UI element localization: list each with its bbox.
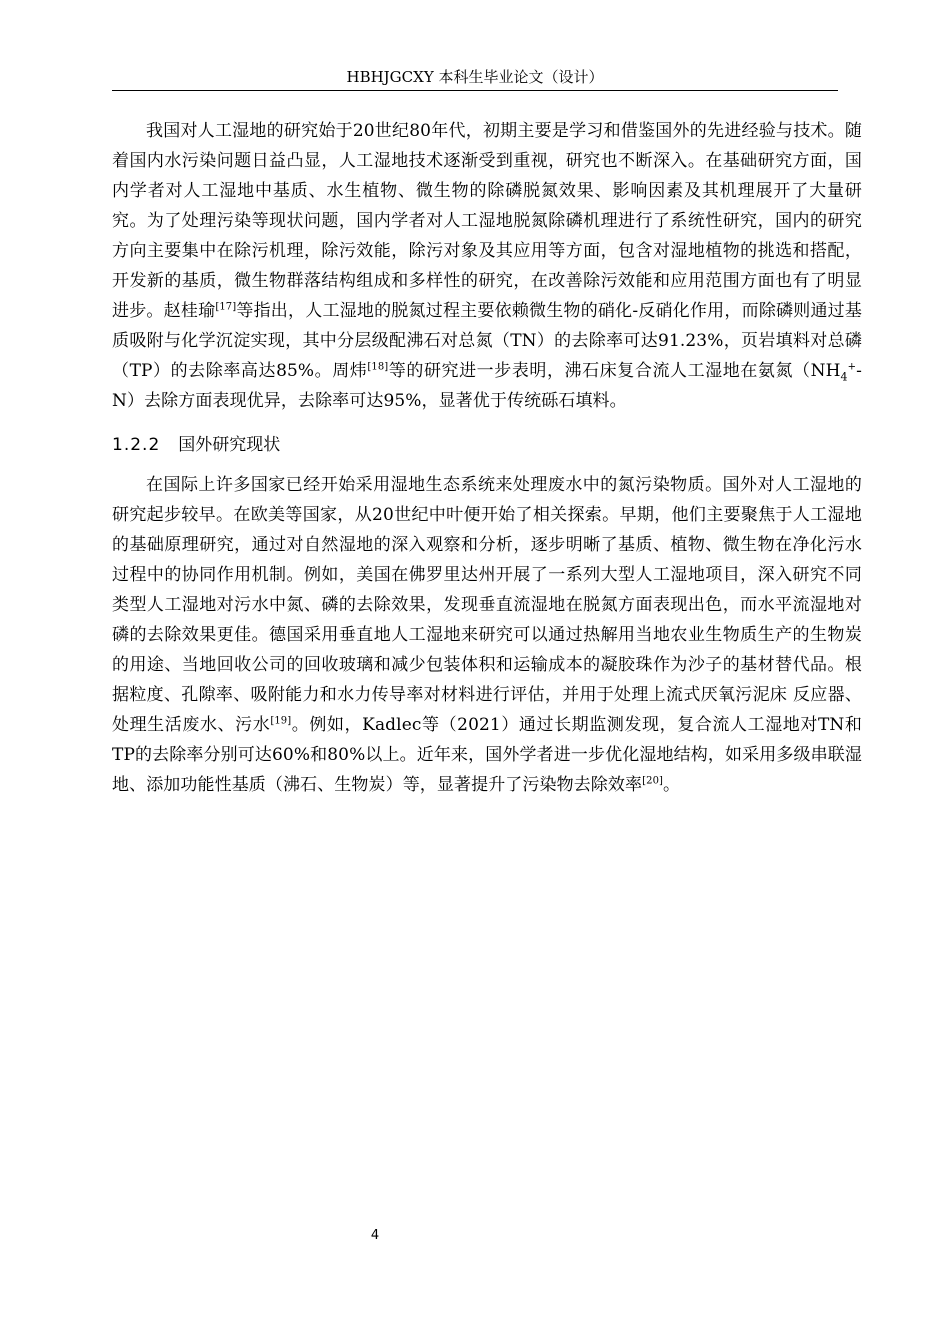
- citation-ref: [17]: [215, 301, 237, 313]
- page-header: [112, 66, 838, 91]
- subscript: 4: [840, 370, 848, 384]
- section-heading: [112, 430, 862, 460]
- paragraph-text: 等的研究进一步表明，沸石床复合流人工湿地在氨氮（NH: [388, 361, 841, 381]
- citation-ref: [20]: [642, 775, 664, 787]
- section-number: 1.2.2: [112, 435, 161, 455]
- section-title: 国外研究现状: [178, 435, 281, 455]
- citation-ref: [19]: [270, 715, 292, 727]
- superscript: +: [847, 361, 857, 373]
- paragraph-foreign-research: [112, 470, 862, 800]
- citation-ref: [18]: [367, 361, 389, 373]
- paragraph-text: -N）去除方面表现优异，去除率可达95%，显著优于传统砾石填料。: [112, 361, 862, 411]
- paragraph-text: 在国际上许多国家已经开始采用湿地生态系统来处理废水中的氮污染物质。国外对人工湿地的研究起步较早。在欧美等国家，从20世纪中叶便开始了相关探索。早期，他们主要聚焦于人工湿地的基础原理研究，通过对自然湿地的深入观察和分析，逐步明晰了基质、植物、微生物在净化污水过程中的协同作用机制。例如，美国在佛罗里达州开展了一系列大型人工湿地项目，深入研究不同类型人工湿地对污水中氮、磷的去除效果，发现垂直流湿地在脱氮方面表现出色，而水平流湿地对磷的去除效果更佳。德国采用垂直地人工湿地来研究可以通过热解用当地农业生物质生产的生物炭的用途、当地回收公司的回收玻璃和减少包装体积和运输成本的凝胶珠作为沙子的基材替代品。根据粒度、孔隙率、吸附能力和水力传导率对材料进行评估，并用于处理上流式厌氧污泥床 反应器、处理生活废水、污水: [112, 475, 862, 735]
- header-title: HBHJGCXY 本科生毕业论文（设计）: [346, 68, 604, 86]
- paragraph-text: 。: [663, 775, 681, 795]
- paragraph-domestic-research: [112, 116, 862, 416]
- page-number: 4: [370, 1228, 380, 1243]
- page-body: [112, 116, 862, 800]
- paragraph-text: 我国对人工湿地的研究始于20世纪80年代，初期主要是学习和借鉴国外的先进经验与技术。随着国内水污染问题日益凸显，人工湿地技术逐渐受到重视，研究也不断深入。在基础研究方面，国内学者对人工湿地中基质、水生植物、微生物的除磷脱氮效果、影响因素及其机理展开了大量研究。为了处理污染等现状问题，国内学者对人工湿地脱氮除磷机理进行了系统性研究，国内的研究方向主要集中在除污机理，除污效能，除污对象及其应用等方面，包含对湿地植物的挑选和搭配，开发新的基质，微生物群落结构组成和多样性的研究，在改善除污效能和应用范围方面也有了明显进步。赵桂瑜: [112, 121, 862, 321]
- paragraph-text: 等指出，人工湿地的脱氮过程主要依赖微生物的硝化-反硝化作用，而除磷则通过基质吸附与化学沉淀实现，其中分层级配沸石对总氮（TN）的去除率可达91.23%，页岩填料对总磷（TP）的去除率高达85%。周炜: [112, 301, 862, 381]
- paragraph-text: 。例如，Kadlec等（2021）通过长期监测发现，复合流人工湿地对TN和TP的去除率分别可达60%和80%以上。近年来，国外学者进一步优化湿地结构，如采用多级串联湿地、添加功能性基质（沸石、生物炭）等，显著提升了污染物去除效率: [112, 715, 862, 795]
